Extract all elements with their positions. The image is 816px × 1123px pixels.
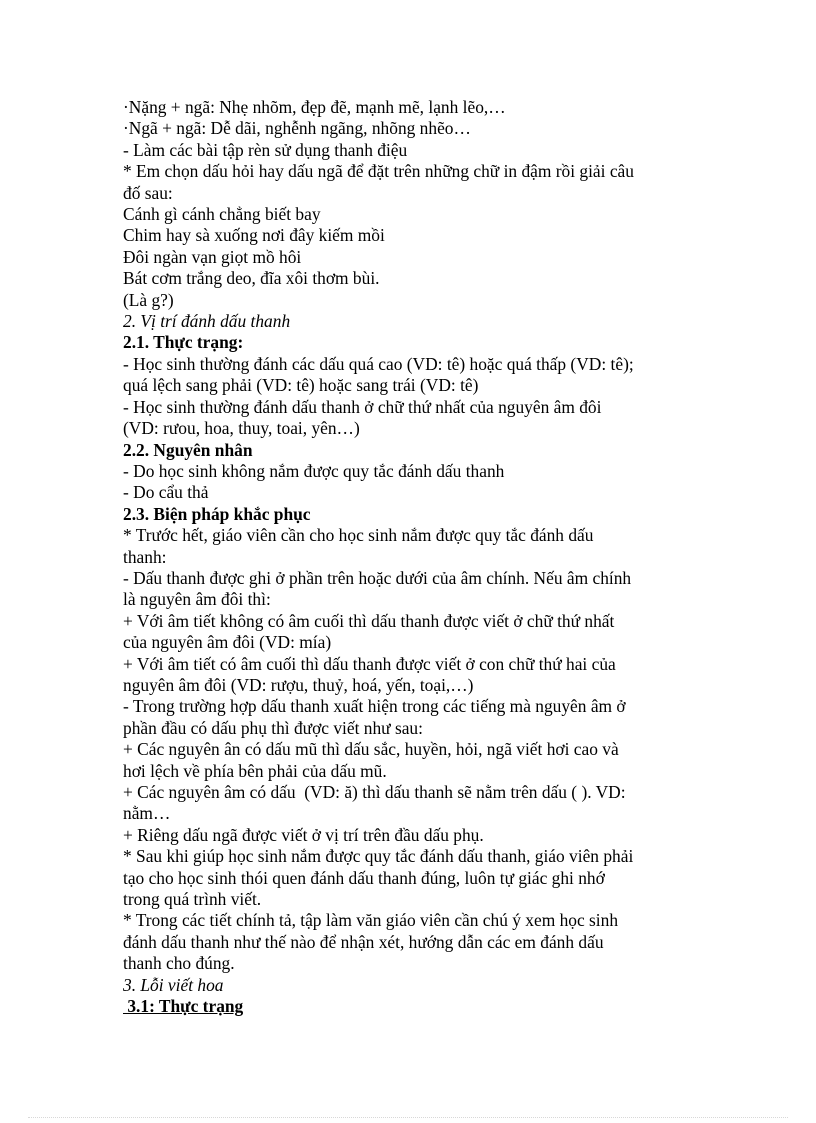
text-line: tạo cho học sinh thói quen đánh dấu thanh đúng, luôn tự giác ghi nhớ xyxy=(123,867,605,888)
text-line: + Với âm tiết có âm cuối thì dấu thanh được viết ở con chữ thứ hai của xyxy=(123,653,616,674)
text-line: thanh: xyxy=(123,546,167,567)
text-line: ·Ngã + ngã: Dễ dãi, nghễnh ngãng, nhõng nhẽo… xyxy=(123,118,471,139)
text-line: nằm… xyxy=(123,803,171,824)
section-title: 2. Vị trí đánh dấu thanh xyxy=(123,311,291,332)
text-line: trong quá trình viết. xyxy=(123,889,262,910)
text-line: Cánh gì cánh chẳng biết bay xyxy=(123,204,321,225)
text-line: + Với âm tiết không có âm cuối thì dấu thanh được viết ở chữ thứ nhất xyxy=(123,610,615,631)
text-line: của nguyên âm đôi (VD: mía) xyxy=(123,632,332,653)
section-heading: 3.1: Thực trạng xyxy=(123,996,244,1017)
text-line: + Riêng dấu ngã được viết ở vị trí trên đầu dấu phụ. xyxy=(123,824,484,845)
document-body xyxy=(123,97,693,1017)
text-line: đánh dấu thanh như thế nào để nhận xét, hướng dẫn các em đánh dấu xyxy=(123,931,604,952)
text-line: Bát cơm trắng deo, đĩa xôi thơm bùi. xyxy=(123,268,380,289)
text-line: Chim hay sà xuống nơi đây kiếm mồi xyxy=(123,225,385,246)
text-line: * Trước hết, giáo viên cần cho học sinh nắm được quy tắc đánh dấu xyxy=(123,525,594,546)
section-title: 3. Lỗi viết hoa xyxy=(123,974,224,995)
section-heading: 2.1. Thực trạng: xyxy=(123,332,244,353)
text-line: - Trong trường hợp dấu thanh xuất hiện trong các tiếng mà nguyên âm ở xyxy=(123,696,626,717)
text-line: hơi lệch về phía bên phải của dấu mũ. xyxy=(123,760,387,781)
text-line: là nguyên âm đôi thì: xyxy=(123,589,271,610)
text-line: * Em chọn dấu hỏi hay dấu ngã để đặt trên những chữ in đậm rồi giải câu xyxy=(123,161,634,182)
section-heading: 2.3. Biện pháp khắc phục xyxy=(123,503,311,524)
text-line: - Học sinh thường đánh các dấu quá cao (VD: tê) hoặc quá thấp (VD: tê); xyxy=(123,353,634,374)
text-line: - Làm các bài tập rèn sử dụng thanh điệu xyxy=(123,139,408,160)
text-line: - Dấu thanh được ghi ở phần trên hoặc dưới của âm chính. Nếu âm chính xyxy=(123,567,632,588)
text-line: quá lệch sang phải (VD: tê) hoặc sang trái (VD: tê) xyxy=(123,375,479,396)
text-line: nguyên âm đôi (VD: rượu, thuỷ, hoá, yến, toại,…) xyxy=(123,674,474,695)
text-line: + Các nguyên âm có dấu (VD: ă) thì dấu thanh sẽ nằm trên dấu ( ). VD: xyxy=(123,782,626,802)
text-line: (VD: rưou, hoa, thuy, toai, yên…) xyxy=(123,418,360,439)
text-line: Đôi ngàn vạn giọt mồ hôi xyxy=(123,246,302,267)
section-heading: 2.2. Nguyên nhân xyxy=(123,439,253,460)
text-line: (Là g?) xyxy=(123,289,174,310)
text-line: * Trong các tiết chính tả, tập làm văn giáo viên cần chú ý xem học sinh xyxy=(123,910,619,931)
text-line: * Sau khi giúp học sinh nắm được quy tắc đánh dấu thanh, giáo viên phải xyxy=(123,846,634,867)
text-line: + Các nguyên ân có dấu mũ thì dấu sắc, huyền, hỏi, ngã viết hơi cao và xyxy=(123,739,619,760)
text-line: - Do cẩu thả xyxy=(123,482,209,503)
text-line: - Do học sinh không nắm được quy tắc đánh dấu thanh xyxy=(123,460,505,481)
text-line: ·Nặng + ngã: Nhẹ nhõm, đẹp đẽ, mạnh mẽ, lạnh lẽo,… xyxy=(123,97,506,117)
text-line: đố sau: xyxy=(123,182,173,203)
text-line: thanh cho đúng. xyxy=(123,953,235,974)
page-bottom-rule xyxy=(28,1117,788,1118)
text-line: phần đầu có dấu phụ thì được viết như sau: xyxy=(123,717,423,738)
text-line: - Học sinh thường đánh dấu thanh ở chữ thứ nhất của nguyên âm đôi xyxy=(123,396,602,417)
